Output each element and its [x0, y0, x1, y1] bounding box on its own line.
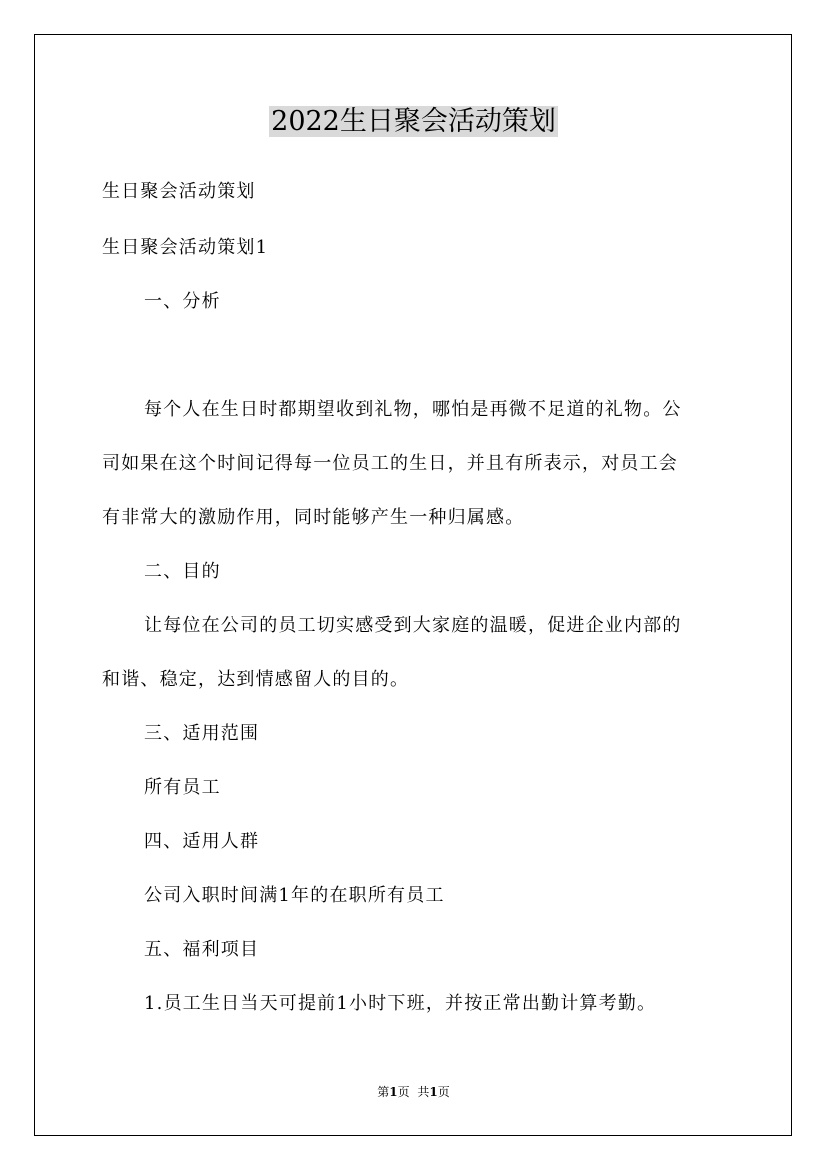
footer-total-suffix: 页	[437, 1085, 450, 1099]
section-heading: 一、分析	[144, 291, 221, 312]
section-heading: 二、目的	[144, 561, 221, 582]
footer-total-pages: 1	[429, 1085, 438, 1099]
paragraph-line: 每个人在生日时都期望收到礼物，哪怕是再微不足道的礼物。公	[144, 399, 682, 420]
section-heading: 五、福利项目	[144, 939, 260, 960]
paragraph-line: 和谐、稳定，达到情感留人的目的。	[102, 669, 410, 690]
section-heading: 四、适用人群	[144, 831, 260, 852]
footer-page-prefix: 第	[377, 1085, 390, 1099]
paragraph-line: 司如果在这个时间记得每一位员工的生日，并且有所表示，对员工会	[102, 453, 678, 474]
paragraph-line: 让每位在公司的员工切实感受到大家庭的温暖，促进企业内部的	[144, 615, 682, 636]
paragraph-line: 公司入职时间满1年的在职所有员工	[144, 885, 445, 906]
footer-page-number: 1	[389, 1085, 398, 1099]
paragraph-line: 1.员工生日当天可提前1小时下班，并按正常出勤计算考勤。	[144, 993, 657, 1014]
section-heading: 三、适用范围	[144, 723, 260, 744]
page-footer	[0, 1084, 827, 1100]
paragraph-line: 所有员工	[144, 777, 221, 798]
document-title-text: 2022生日聚会活动策划	[271, 106, 556, 137]
footer-total-prefix: 共	[417, 1085, 430, 1099]
paragraph-line: 生日聚会活动策划	[102, 181, 256, 202]
paragraph-line: 有非常大的激励作用，同时能够产生一种归属感。	[102, 507, 525, 528]
document-title	[0, 100, 827, 144]
paragraph-line: 生日聚会活动策划1	[102, 237, 269, 258]
footer-page-suffix: 页	[397, 1085, 410, 1099]
